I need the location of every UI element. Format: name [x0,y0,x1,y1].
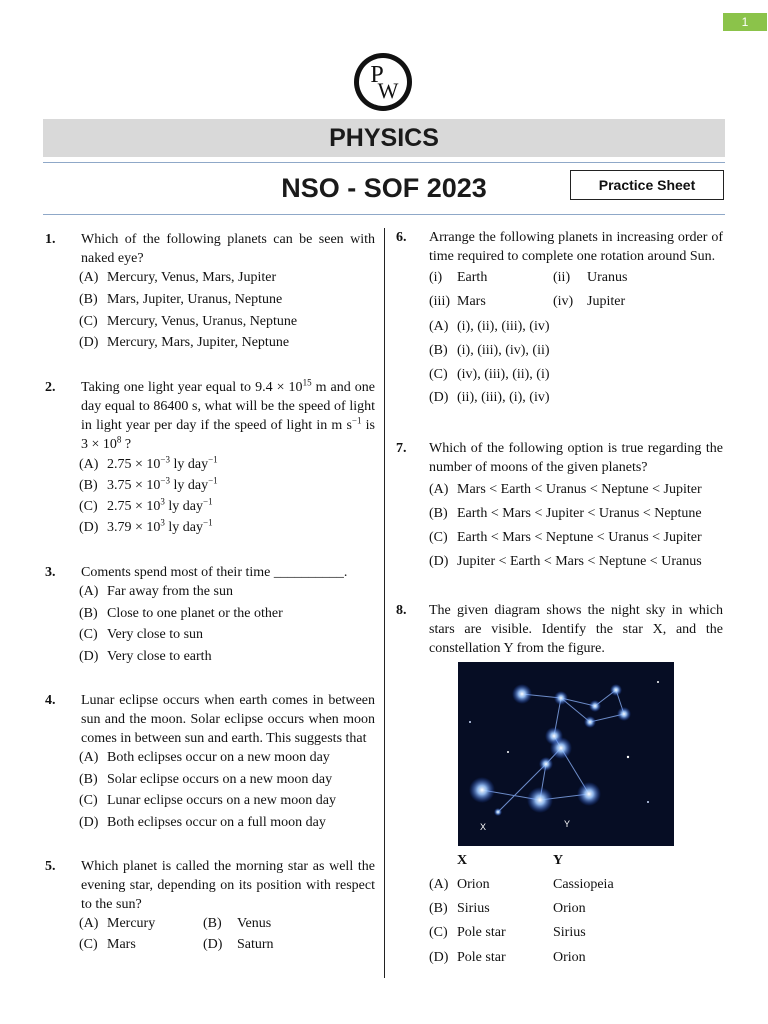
option-c-y: Sirius [553,925,586,940]
option-a: (A) Far away from the sun [79,584,233,599]
option-d: (D) Both eclipses occur on a full moon day [79,815,326,830]
question-stem: Coments spend most of their time __________. [81,565,348,580]
option-b: (B) Venus [203,916,272,931]
column-head-x: X [457,853,468,868]
exam-title: NSO - SOF 2023 [281,173,487,203]
question-stem: Which of the following planets can be seen with naked eye? [81,232,375,266]
option-a: (A) Mercury, Venus, Mars, Jupiter [79,270,277,285]
option-a: (A) Mars < Earth < Uranus < Neptune < Jupiter [429,482,702,497]
figure-label-x: X [480,822,487,832]
option-b: (B) Mars, Jupiter, Uranus, Neptune [79,292,283,307]
question-stem: Taking one light year equal to $9.4 \times 10^{15}$ m and one day equal to 86400 s, what will be the speed of light in light year per day if the speed of light in m $s^{-1}$ is $3 \times 10^8$ ? [81,377,375,452]
option-d: (D) Saturn [203,937,274,952]
question-stem: Arrange the following planets in increasing order of time required to complete one rotation around Sun. [429,230,723,264]
option-b-y: Orion [553,901,586,916]
option-b: (B) (i), (iii), (iv), (ii) [429,343,550,358]
header-rule-top [43,162,725,163]
option-b: (B) Sirius [429,901,490,916]
option-d: (D) (ii), (iii), (i), (iv) [429,390,550,405]
column-head-y: Y [553,853,564,868]
subject-banner [43,119,725,157]
option-d: (D) Very close to earth [79,649,212,664]
option-c: (C) Lunar eclipse occurs on a new moon day [79,793,336,808]
question-number: 4. [45,693,56,708]
page-number: 1 [723,13,767,31]
option-d: (D) Pole star [429,950,506,965]
header-rule-bottom [43,214,725,215]
question-number: 1. [45,232,56,247]
question-number: 8. [396,603,407,618]
option-c: (C) Mars [79,937,136,952]
option-b: (B) Earth < Mars < Jupiter < Uranus < Neptune [429,506,702,521]
question-stem: The given diagram shows the night sky in which stars are visible. Identify the star X, and the constellation Y from the figure. [429,603,723,656]
figure-label-y: Y [564,819,571,829]
option-d: (D) Jupiter < Earth < Mars < Neptune < Uranus [429,554,702,569]
option-a: (A) Mercury [79,916,156,931]
question-number: 6. [396,230,407,245]
option-d: (D) Mercury, Mars, Jupiter, Neptune [79,335,290,350]
night-sky-figure [458,662,674,846]
question-stem: Lunar eclipse occurs when earth comes in between sun and the moon. Solar eclipse occurs when moon comes in between sun and earth. This suggests that [81,693,375,746]
option-a: (A) Both eclipses occur on a new moon day [79,750,330,765]
option-c: (C) (iv), (iii), (ii), (i) [429,367,550,382]
logo-letter-p: P [370,62,384,88]
question-number: 2. [45,380,56,395]
option-a: (A) Orion [429,877,490,892]
option-b: (B) Close to one planet or the other [79,606,283,621]
pw-logo-icon [353,52,413,112]
question-stem: Which planet is called the morning star as well the evening star, depending on its position with respect to the sun? [81,859,375,912]
practice-sheet-label: Practice Sheet [570,170,724,200]
subject-title: PHYSICS [329,124,439,152]
column-divider [384,228,385,978]
item-ii: (ii) Uranus [553,270,628,285]
option-c: (C) Earth < Mars < Neptune < Uranus < Jupiter [429,530,702,545]
item-i: (i) Earth [429,270,488,285]
item-iii: (iii) Mars [429,294,486,309]
option-a-y: Cassiopeia [553,877,614,892]
question-number: 7. [396,441,407,456]
option-c: (C) Mercury, Venus, Uranus, Neptune [79,314,298,329]
logo-letter-w: W [377,78,399,103]
option-b: (B) $3.75 \times 10^{-3}$ ly day$^{-1}$ [79,475,218,493]
option-b: (B) Solar eclipse occurs on a new moon day [79,772,333,787]
question-stem: Which of the following option is true regarding the number of moons of the given planets? [429,441,723,475]
question-number: 3. [45,565,56,580]
option-d: (D) $3.79 \times 10^3$ ly day$^{-1}$ [79,517,213,535]
item-iv: (iv) Jupiter [553,294,626,309]
option-c: (C) Very close to sun [79,627,204,642]
option-a: (A) $2.75 \times 10^{-3}$ ly day$^{-1}$ [79,454,218,472]
option-c: (C) Pole star [429,925,506,940]
option-a: (A) (i), (ii), (iii), (iv) [429,319,550,334]
option-d-y: Orion [553,950,586,965]
option-c: (C) $2.75 \times 10^3$ ly day$^{-1}$ [79,496,213,514]
question-number: 5. [45,859,56,874]
